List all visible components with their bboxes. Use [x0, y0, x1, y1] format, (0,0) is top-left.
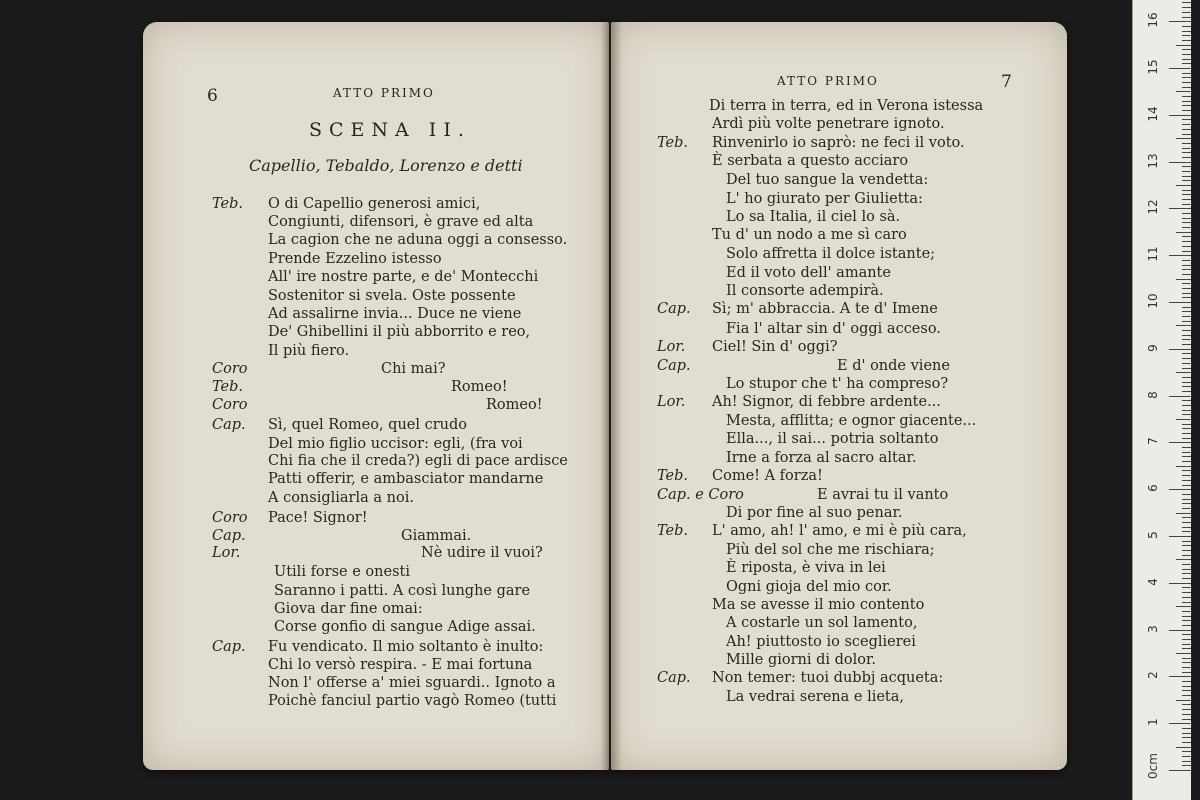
verse-line: Ciel! Sin d' oggi?: [712, 339, 838, 355]
ruler-tick: [1182, 293, 1191, 294]
ruler-tick: [1182, 129, 1191, 130]
speaker-label: Cap.: [657, 301, 691, 317]
ruler-tick: [1182, 157, 1191, 158]
ruler-tick: [1182, 494, 1191, 495]
speaker-label: Teb.: [657, 135, 689, 151]
ruler-tick: [1182, 119, 1191, 120]
ruler-tick: [1182, 176, 1191, 177]
ruler-tick: [1182, 541, 1191, 542]
ruler-tick: [1176, 279, 1191, 280]
ruler-tick: [1182, 550, 1191, 551]
ruler-number: 1: [1146, 718, 1160, 727]
ruler-tick: [1182, 236, 1191, 237]
verse-line: La cagion che ne aduna oggi a consesso.: [268, 232, 568, 248]
ruler-tick: [1182, 190, 1191, 191]
ruler-tick: [1169, 255, 1191, 256]
ruler-tick: [1182, 35, 1191, 36]
left-running-head: ATTO PRIMO: [333, 86, 435, 100]
ruler-tick: [1176, 747, 1191, 748]
ruler-tick: [1182, 260, 1191, 261]
ruler-tick: [1182, 667, 1191, 668]
ruler-tick: [1169, 676, 1191, 677]
verse-line: Romeo!: [451, 379, 508, 395]
ruler-tick: [1182, 508, 1191, 509]
ruler-number: 10: [1146, 293, 1160, 309]
ruler-number: 11: [1146, 246, 1160, 262]
ruler-number: 12: [1146, 199, 1160, 216]
speaker-label: Lor.: [212, 545, 241, 561]
ruler-tick: [1176, 325, 1191, 326]
ruler-tick: [1169, 536, 1191, 537]
ruler-number: 13: [1146, 152, 1160, 169]
ruler-tick: [1169, 115, 1191, 116]
verse-line: Pace! Signor!: [268, 510, 368, 526]
ruler-tick: [1182, 587, 1191, 588]
ruler-tick: [1182, 592, 1191, 593]
ruler-tick: [1169, 442, 1191, 443]
verse-line: La vedrai serena e lieta,: [726, 689, 905, 705]
ruler-tick: [1182, 386, 1191, 387]
ruler-tick: [1182, 96, 1191, 97]
verse-line: E avrai tu il vanto: [817, 487, 949, 503]
ruler-tick: [1169, 630, 1191, 631]
verse-line: Romeo!: [486, 397, 543, 413]
ruler-tick: [1182, 709, 1191, 710]
ruler-tick: [1182, 358, 1191, 359]
verse-line: E d' onde viene: [837, 358, 950, 374]
verse-line: È serbata a questo acciaro: [712, 153, 909, 169]
ruler-tick: [1182, 2, 1191, 3]
speaker-label: Lor.: [657, 339, 686, 355]
ruler-tick: [1182, 611, 1191, 612]
left-page-number: 6: [207, 86, 218, 106]
ruler-tick: [1182, 283, 1191, 284]
ruler-tick: [1182, 602, 1191, 603]
verse-line: L' ho giurato per Giulietta:: [726, 191, 923, 207]
verse-line: All' ire nostre parte, e de' Montecchi: [268, 269, 539, 285]
verse-line: Il più fiero.: [268, 343, 350, 359]
ruler-tick: [1182, 391, 1191, 392]
ruler-tick: [1169, 489, 1191, 490]
verse-line: Congiunti, difensori, è grave ed alta: [268, 214, 534, 230]
ruler-tick: [1182, 12, 1191, 13]
verse-line: Più del sol che me rischiara;: [726, 542, 935, 558]
speaker-label: Coro: [212, 510, 248, 526]
verse-line: Lo stupor che t' ha compreso?: [726, 376, 949, 392]
ruler-tick: [1182, 227, 1191, 228]
ruler-tick: [1182, 7, 1191, 8]
ruler-tick: [1182, 222, 1191, 223]
verse-line: Ma se avesse il mio contento: [712, 597, 925, 613]
ruler-tick: [1182, 573, 1191, 574]
verse-line: Solo affretta il dolce istante;: [726, 246, 936, 262]
ruler-tick: [1176, 232, 1191, 233]
ruler-tick: [1182, 110, 1191, 111]
ruler-tick: [1182, 344, 1191, 345]
ruler-tick: [1169, 770, 1191, 771]
ruler-tick: [1182, 503, 1191, 504]
speaker-label: Cap.: [212, 528, 246, 544]
ruler-tick: [1169, 723, 1191, 724]
ruler-tick: [1182, 218, 1191, 219]
ruler-tick: [1182, 428, 1191, 429]
ruler-tick: [1182, 171, 1191, 172]
ruler-tick: [1182, 316, 1191, 317]
ruler-tick: [1182, 733, 1191, 734]
ruler-tick: [1182, 241, 1191, 242]
ruler-tick: [1182, 672, 1191, 673]
ruler-tick: [1182, 246, 1191, 247]
ruler-tick: [1182, 17, 1191, 18]
verse-line: Il consorte adempirà.: [726, 283, 884, 299]
ruler-tick: [1182, 456, 1191, 457]
ruler-number: 2: [1146, 671, 1160, 680]
ruler-tick: [1176, 513, 1191, 514]
ruler-tick: [1182, 522, 1191, 523]
ruler-tick: [1182, 199, 1191, 200]
speaker-label: Teb.: [657, 523, 689, 539]
scene-title: SCENA II.: [309, 119, 471, 141]
ruler-tick: [1169, 208, 1191, 209]
ruler-tick: [1182, 564, 1191, 565]
right-page-number: 7: [1001, 72, 1012, 92]
speaker-label: Teb.: [212, 196, 244, 212]
verse-line: Prende Ezzelino istesso: [268, 251, 442, 267]
verse-line: A costarle un sol lamento,: [726, 615, 918, 631]
ruler-tick: [1182, 54, 1191, 55]
verse-line: Ella..., il sai... potria soltanto: [726, 431, 939, 447]
ruler-tick: [1182, 644, 1191, 645]
verse-line: Ah! Signor, di febbre ardente...: [712, 394, 941, 410]
ruler-tick: [1182, 658, 1191, 659]
ruler-tick: [1182, 517, 1191, 518]
ruler-tick: [1176, 700, 1191, 701]
ruler-tick: [1182, 475, 1191, 476]
speaker-label: Cap. e Coro: [657, 487, 744, 503]
speaker-label: Cap.: [657, 670, 691, 686]
ruler-number: 5: [1146, 531, 1160, 539]
ruler-tick: [1182, 424, 1191, 425]
ruler-tick: [1182, 578, 1191, 579]
ruler-tick: [1182, 166, 1191, 167]
verse-line: Di por fine al suo penar.: [726, 505, 903, 521]
ruler-tick: [1182, 616, 1191, 617]
ruler-tick: [1182, 438, 1191, 439]
verse-line: Rinvenirlo io saprò: ne feci il voto.: [712, 135, 965, 151]
right-running-head: ATTO PRIMO: [777, 74, 879, 88]
ruler-tick: [1182, 82, 1191, 83]
verse-line: È riposta, è viva in lei: [726, 560, 886, 576]
verse-line: Ad assalirne invia... Duce ne viene: [268, 306, 522, 322]
verse-line: Giova dar fine omai:: [274, 601, 423, 617]
ruler-tick: [1169, 583, 1191, 584]
ruler-tick: [1182, 353, 1191, 354]
ruler-number: 15: [1146, 59, 1160, 75]
verse-line: O di Capellio generosi amici,: [268, 196, 481, 212]
ruler-tick: [1182, 368, 1191, 369]
ruler-tick: [1182, 152, 1191, 153]
ruler-tick: [1176, 185, 1191, 186]
ruler-tick: [1169, 349, 1191, 350]
speaker-label: Coro: [212, 361, 248, 377]
ruler-tick: [1182, 143, 1191, 144]
verse-line: Tu d' un nodo a me sì caro: [712, 227, 907, 243]
ruler-tick: [1182, 648, 1191, 649]
cast-list: Capellio, Tebaldo, Lorenzo e detti: [249, 156, 523, 175]
ruler-number: 6: [1146, 484, 1160, 493]
speaker-label: Teb.: [212, 379, 244, 395]
ruler-tick: [1182, 555, 1191, 556]
verse-line: Sì, quel Romeo, quel crudo: [268, 417, 468, 433]
verse-line: De' Ghibellini il più abborrito e reo,: [268, 324, 531, 340]
ruler-tick: [1176, 45, 1191, 46]
ruler-tick: [1182, 288, 1191, 289]
ruler-tick: [1182, 751, 1191, 752]
ruler-tick: [1182, 433, 1191, 434]
ruler-tick: [1182, 690, 1191, 691]
ruler-tick: [1182, 377, 1191, 378]
ruler-tick: [1182, 87, 1191, 88]
ruler-tick: [1182, 31, 1191, 32]
ruler-tick: [1182, 704, 1191, 705]
ruler-tick: [1182, 662, 1191, 663]
ruler-tick: [1182, 527, 1191, 528]
verse-line: Patti offerir, e ambasciator mandarne: [268, 471, 544, 487]
measuring-ruler: [1132, 0, 1191, 800]
ruler-tick: [1182, 569, 1191, 570]
ruler-number: 7: [1146, 437, 1160, 446]
ruler-tick: [1182, 213, 1191, 214]
ruler-tick: [1182, 307, 1191, 308]
ruler-tick: [1182, 382, 1191, 383]
ruler-tick: [1182, 269, 1191, 270]
ruler-tick: [1182, 204, 1191, 205]
ruler-tick: [1182, 625, 1191, 626]
speaker-label: Coro: [212, 397, 248, 413]
ruler-tick: [1182, 400, 1191, 401]
verse-line: Irne a forza al sacro altar.: [726, 450, 917, 466]
ruler-tick: [1182, 737, 1191, 738]
ruler-number: 3: [1146, 624, 1160, 633]
ruler-number: 4: [1146, 577, 1160, 586]
ruler-tick: [1182, 742, 1191, 743]
verse-line: A consigliarla a noi.: [268, 490, 414, 506]
ruler-tick: [1169, 21, 1191, 22]
ruler-tick: [1176, 466, 1191, 467]
ruler-tick: [1182, 251, 1191, 252]
ruler-tick: [1182, 339, 1191, 340]
speaker-label: Cap.: [212, 639, 246, 655]
verse-line: Fu vendicato. Il mio soltanto è inulto:: [268, 639, 544, 655]
ruler-unit-label: 0cm: [1146, 753, 1160, 779]
verse-line: Ogni gioja del mio cor.: [726, 579, 892, 595]
ruler-tick: [1176, 653, 1191, 654]
verse-line: Poichè fanciul partio vagò Romeo (tutti: [268, 693, 557, 709]
ruler-tick: [1182, 274, 1191, 275]
ruler-tick: [1182, 639, 1191, 640]
verse-line: Sì; m' abbraccia. A te d' Imene: [712, 301, 938, 317]
ruler-tick: [1169, 396, 1191, 397]
verse-line: Sostenitor si svela. Oste possente: [268, 288, 516, 304]
verse-line: Ardì più volte penetrare ignoto.: [712, 116, 945, 132]
ruler-number: 9: [1146, 343, 1160, 352]
ruler-tick: [1176, 91, 1191, 92]
ruler-tick: [1182, 194, 1191, 195]
ruler-tick: [1176, 372, 1191, 373]
ruler-tick: [1169, 68, 1191, 69]
ruler-tick: [1182, 363, 1191, 364]
ruler-tick: [1182, 405, 1191, 406]
verse-line: Mesta, afflitta; e ognor giacente...: [726, 413, 977, 429]
verse-line: Giammai.: [401, 528, 472, 544]
ruler-tick: [1182, 681, 1191, 682]
ruler-tick: [1176, 138, 1191, 139]
ruler-tick: [1182, 414, 1191, 415]
verse-line: L' amo, ah! l' amo, e mi è più cara,: [712, 523, 967, 539]
ruler-tick: [1176, 419, 1191, 420]
ruler-tick: [1182, 761, 1191, 762]
ruler-tick: [1182, 714, 1191, 715]
speaker-label: Lor.: [657, 394, 686, 410]
verse-line: Mille giorni di dolor.: [726, 652, 876, 668]
verse-line: Saranno i patti. A così lunghe gare: [274, 583, 531, 599]
verse-line: Non l' offerse a' miei sguardi.. Ignoto a: [268, 675, 556, 691]
verse-line: Lo sa Italia, il ciel lo sà.: [726, 209, 901, 225]
verse-line: Del mio figlio uccisor: egli, (fra voi: [268, 436, 523, 452]
ruler-tick: [1182, 452, 1191, 453]
ruler-tick: [1182, 480, 1191, 481]
ruler-tick: [1182, 26, 1191, 27]
ruler-tick: [1182, 148, 1191, 149]
verse-line: Fia l' altar sin d' oggi acceso.: [726, 321, 941, 337]
verse-line: Chi lo versò respira. - E mai fortuna: [268, 657, 533, 673]
ruler-tick: [1182, 311, 1191, 312]
ruler-tick: [1182, 461, 1191, 462]
verse-line: Nè udire il vuoi?: [421, 545, 543, 561]
ruler-tick: [1176, 606, 1191, 607]
ruler-tick: [1182, 695, 1191, 696]
ruler-tick: [1182, 719, 1191, 720]
ruler-tick: [1182, 63, 1191, 64]
verse-line: Come! A forza!: [712, 468, 823, 484]
ruler-tick: [1182, 180, 1191, 181]
ruler-tick: [1182, 59, 1191, 60]
verse-line: Corse gonfio di sangue Adige assai.: [274, 619, 536, 635]
verse-line: Di terra in terra, ed in Verona istessa: [709, 98, 984, 114]
ruler-tick: [1182, 531, 1191, 532]
ruler-tick: [1182, 470, 1191, 471]
ruler-tick: [1182, 101, 1191, 102]
ruler-tick: [1182, 335, 1191, 336]
ruler-tick: [1176, 559, 1191, 560]
verse-line: Ah! piuttosto io sceglierei: [726, 634, 916, 650]
ruler-tick: [1182, 124, 1191, 125]
ruler-tick: [1182, 597, 1191, 598]
ruler-tick: [1182, 447, 1191, 448]
ruler-tick: [1182, 49, 1191, 50]
ruler-tick: [1182, 686, 1191, 687]
speaker-label: Cap.: [657, 358, 691, 374]
ruler-tick: [1169, 302, 1191, 303]
ruler-tick: [1182, 728, 1191, 729]
ruler-tick: [1182, 410, 1191, 411]
ruler-number: 8: [1146, 390, 1160, 399]
ruler-tick: [1182, 499, 1191, 500]
verse-line: Del tuo sangue la vendetta:: [726, 172, 929, 188]
verse-line: Ed il voto dell' amante: [726, 265, 891, 281]
speaker-label: Teb.: [657, 468, 689, 484]
ruler-tick: [1182, 40, 1191, 41]
ruler-tick: [1182, 134, 1191, 135]
ruler-tick: [1182, 297, 1191, 298]
ruler-tick: [1182, 73, 1191, 74]
ruler-tick: [1182, 485, 1191, 486]
ruler-number: 14: [1146, 106, 1160, 122]
ruler-tick: [1182, 545, 1191, 546]
ruler-tick: [1182, 265, 1191, 266]
verse-line: Chi fia che il creda?) egli di pace ardisce: [268, 453, 568, 469]
book-gutter: [600, 22, 622, 770]
ruler-tick: [1182, 321, 1191, 322]
ruler-tick: [1182, 105, 1191, 106]
ruler-tick: [1182, 330, 1191, 331]
ruler-tick: [1182, 634, 1191, 635]
verse-line: Non temer: tuoi dubbj acqueta:: [712, 670, 944, 686]
ruler-tick: [1182, 620, 1191, 621]
verse-line: Chi mai?: [381, 361, 446, 377]
ruler-tick: [1169, 162, 1191, 163]
speaker-label: Cap.: [212, 417, 246, 433]
verse-line: Utili forse e onesti: [274, 564, 410, 580]
ruler-number: 16: [1146, 12, 1160, 28]
ruler-tick: [1182, 756, 1191, 757]
ruler-tick: [1182, 77, 1191, 78]
ruler-tick: [1182, 765, 1191, 766]
